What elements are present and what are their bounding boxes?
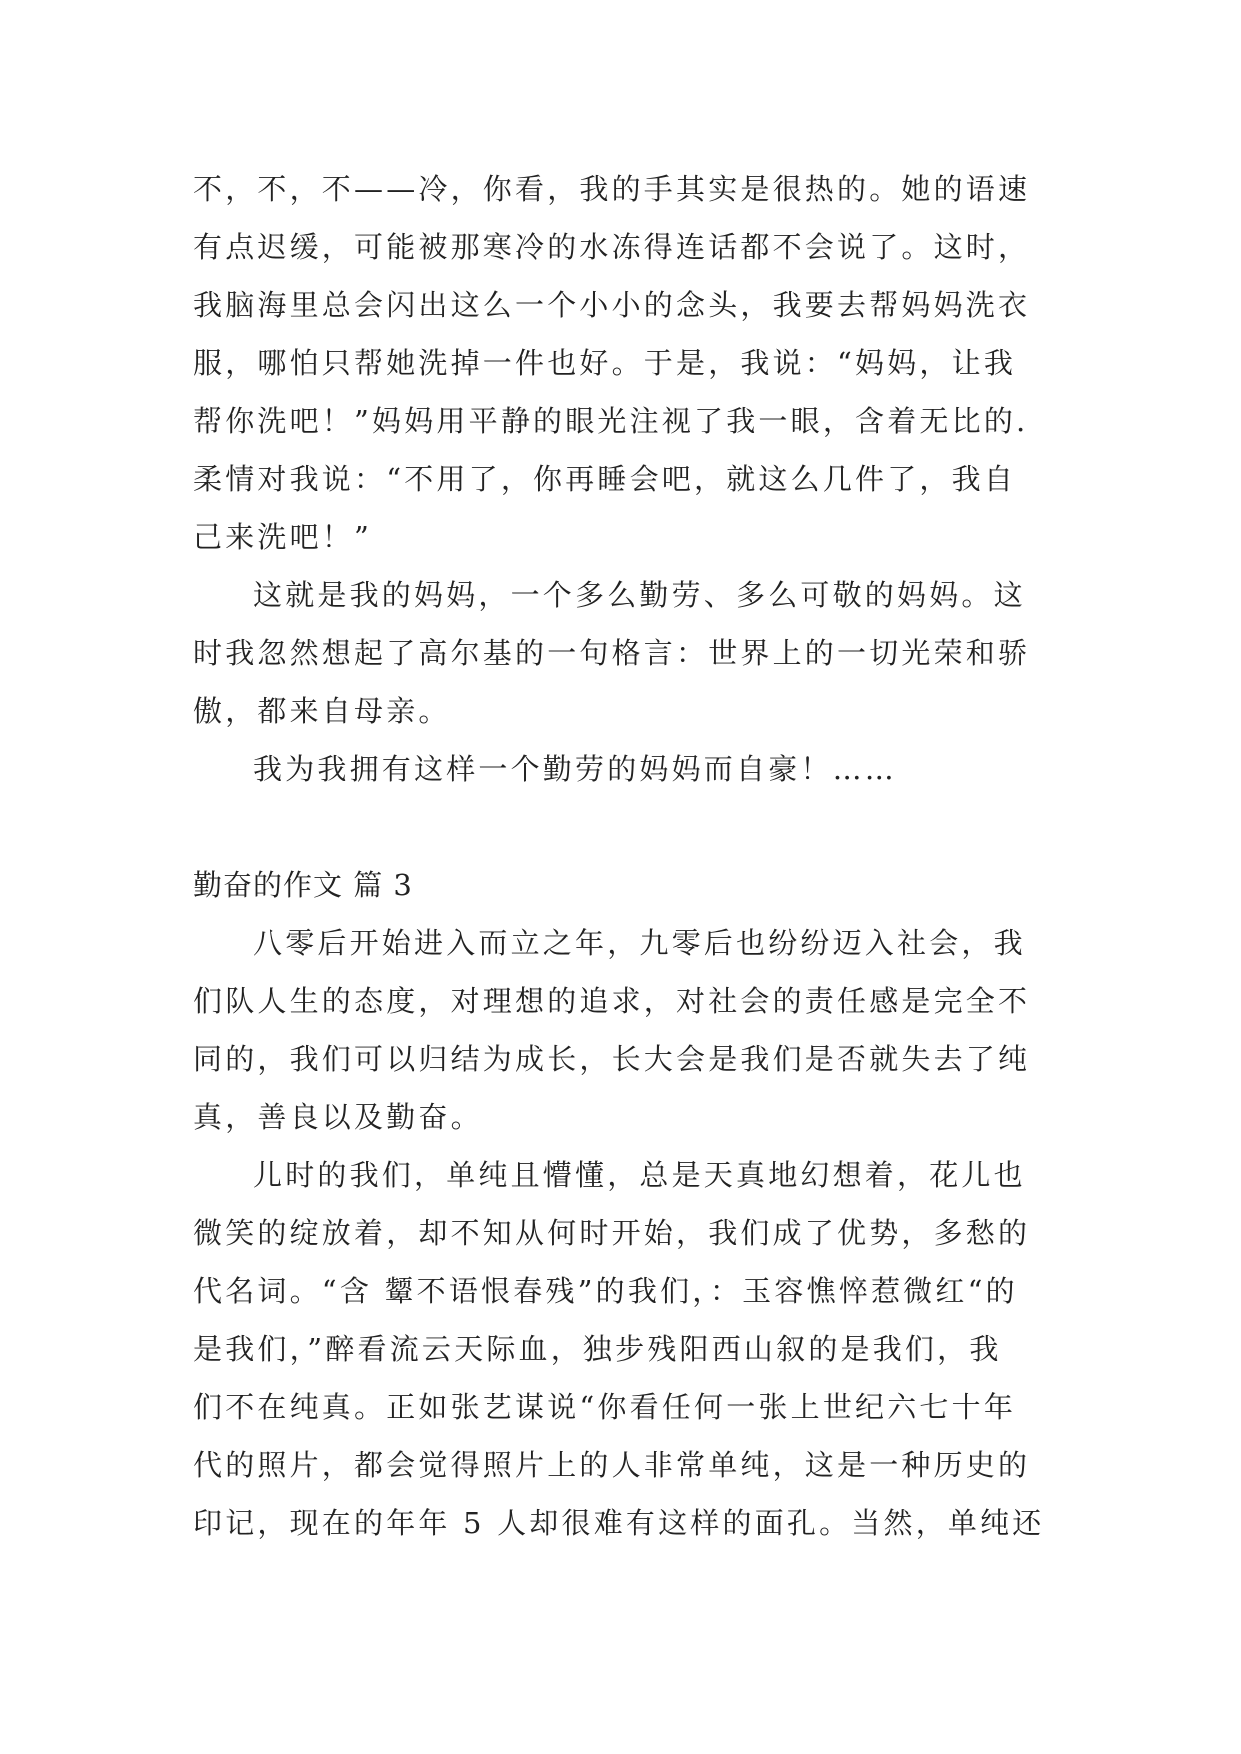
text-line: 同的，我们可以归结为成长，长大会是我们是否就失去了纯 <box>193 1042 1031 1076</box>
text-line: 有点迟缓，可能被那寒冷的水冻得连话都不会说了。这时， <box>193 230 1031 264</box>
text-line: 柔情对我说：“不用了，你再睡会吧，就这么几件了，我自 <box>193 462 1017 496</box>
text-line: 八零后开始进入而立之年，九零后也纷纷迈入社会，我 <box>253 926 1026 960</box>
text-line: 印记，现在的年年 5 人却很难有这样的面孔。当然，单纯还 <box>193 1506 1045 1540</box>
text-line: 我为我拥有这样一个勤劳的妈妈而自豪！…… <box>253 752 898 786</box>
paragraph <box>193 160 1059 566</box>
text-line: 己来洗吧！” <box>193 520 373 554</box>
text-line: 微笑的绽放着，却不知从何时开始，我们成了优势，多愁的 <box>193 1216 1031 1250</box>
section-heading: 勤奋的作文 篇 3 <box>193 868 413 902</box>
text-line: 是我们，”醉看流云天际血，独步残阳西山叙的是我们，我 <box>193 1332 1002 1366</box>
paragraph <box>193 914 1059 1146</box>
text-line: 代的照片，都会觉得照片上的人非常单纯，这是一种历史的 <box>193 1448 1031 1482</box>
document-body <box>193 160 1059 1552</box>
text-line: 这就是我的妈妈，一个多么勤劳、多么可敬的妈妈。这 <box>253 578 1026 612</box>
text-line: 儿时的我们，单纯且懵懂，总是天真地幻想着，花儿也 <box>253 1158 1026 1192</box>
text-line: 们队人生的态度，对理想的追求，对社会的责任感是完全不 <box>193 984 1031 1018</box>
text-line: 我脑海里总会闪出这么一个小小的念头，我要去帮妈妈洗衣 <box>193 288 1031 322</box>
text-line: 不，不，不——冷，你看，我的手其实是很热的。她的语速 <box>193 172 1031 206</box>
text-line: 真，善良以及勤奋。 <box>193 1100 483 1134</box>
spacer <box>193 798 1059 856</box>
text-line: 代名词。“含 颦不语恨春残”的我们，：玉容憔悴惹微红“的 <box>193 1274 1018 1308</box>
paragraph <box>193 1146 1059 1552</box>
text-line: 傲，都来自母亲。 <box>193 694 451 728</box>
text-line: 服，哪怕只帮她洗掉一件也好。于是，我说：“妈妈，让我 <box>193 346 1017 380</box>
paragraph <box>193 566 1059 740</box>
text-line: 们不在纯真。正如张艺谋说“你看任何一张上世纪六七十年 <box>193 1390 1017 1424</box>
text-line: 时我忽然想起了高尔基的一句格言：世界上的一切光荣和骄 <box>193 636 1031 670</box>
paragraph <box>193 740 1059 798</box>
text-line: 帮你洗吧！”妈妈用平静的眼光注视了我一眼，含着无比的. <box>193 404 1029 438</box>
